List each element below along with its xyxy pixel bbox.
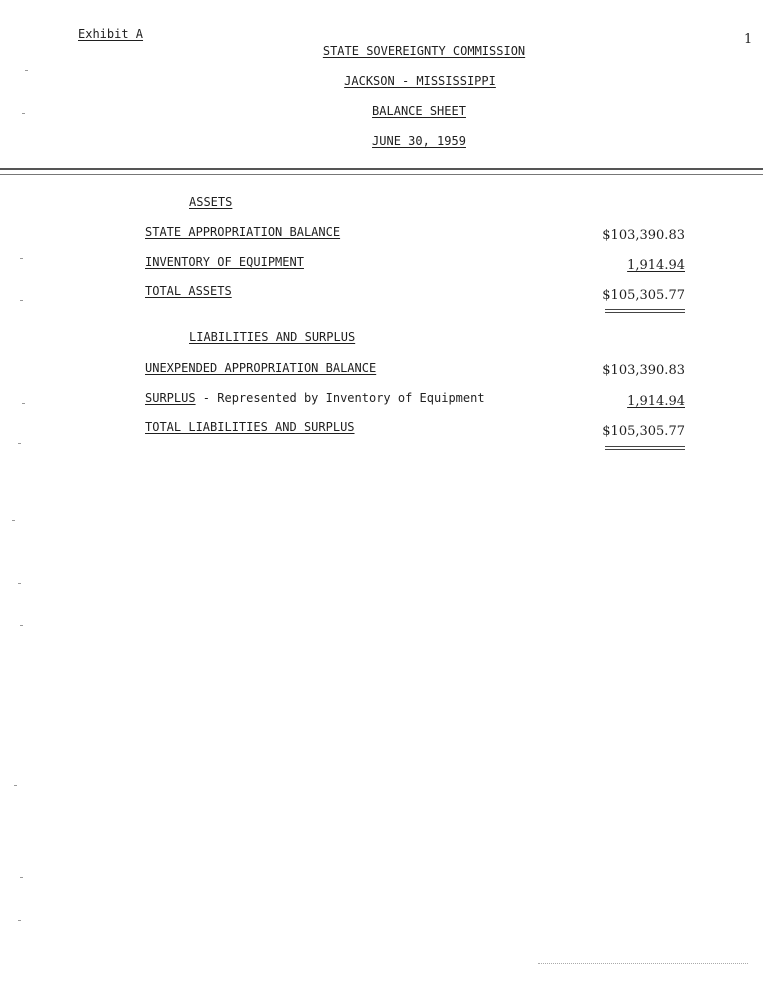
scan-speck <box>25 70 28 71</box>
row-amount-unexpended: $103,390.83 <box>602 363 685 378</box>
scan-speck <box>12 520 15 521</box>
row-label-inventory: INVENTORY OF EQUIPMENT <box>145 255 304 269</box>
title-balance-sheet: BALANCE SHEET <box>372 104 466 118</box>
scan-noise-line <box>538 963 748 965</box>
assets-heading: ASSETS <box>189 195 233 209</box>
row-amount-state-appropriation: $103,390.83 <box>602 228 685 243</box>
title-date: JUNE 30, 1959 <box>372 134 466 148</box>
scan-speck <box>20 258 23 259</box>
total-liabilities-double-underline <box>605 446 685 450</box>
scan-speck <box>22 403 25 404</box>
row-amount-total-liabilities: $105,305.77 <box>602 424 685 439</box>
total-assets-double-underline <box>605 309 685 313</box>
row-label-unexpended: UNEXPENDED APPROPRIATION BALANCE <box>145 361 377 375</box>
scan-speck <box>18 920 21 921</box>
scan-speck <box>20 877 23 878</box>
row-amount-surplus: 1,914.94 <box>627 394 685 409</box>
surplus-label-underlined: SURPLUS <box>145 391 196 405</box>
scan-speck <box>22 113 25 114</box>
surplus-label-rest: - Represented by Inventory of Equipment <box>195 391 485 405</box>
row-label-total-liabilities: TOTAL LIABILITIES AND SURPLUS <box>145 420 355 434</box>
scan-speck <box>18 583 21 584</box>
exhibit-label: Exhibit A <box>78 27 144 41</box>
row-amount-total-assets: $105,305.77 <box>602 288 685 303</box>
row-label-total-assets: TOTAL ASSETS <box>145 284 232 298</box>
row-amount-inventory: 1,914.94 <box>627 258 685 273</box>
page-number: 1 <box>744 32 753 47</box>
row-label-surplus <box>145 391 485 405</box>
row-label-state-appropriation: STATE APPROPRIATION BALANCE <box>145 225 341 239</box>
scan-speck <box>20 300 23 301</box>
scan-speck <box>14 785 17 786</box>
header-divider <box>0 168 763 175</box>
scan-speck <box>18 443 21 444</box>
title-location: JACKSON - MISSISSIPPI <box>344 74 496 88</box>
liabilities-heading: LIABILITIES AND SURPLUS <box>189 330 356 344</box>
title-commission: STATE SOVEREIGNTY COMMISSION <box>322 44 526 58</box>
scan-speck <box>20 625 23 626</box>
